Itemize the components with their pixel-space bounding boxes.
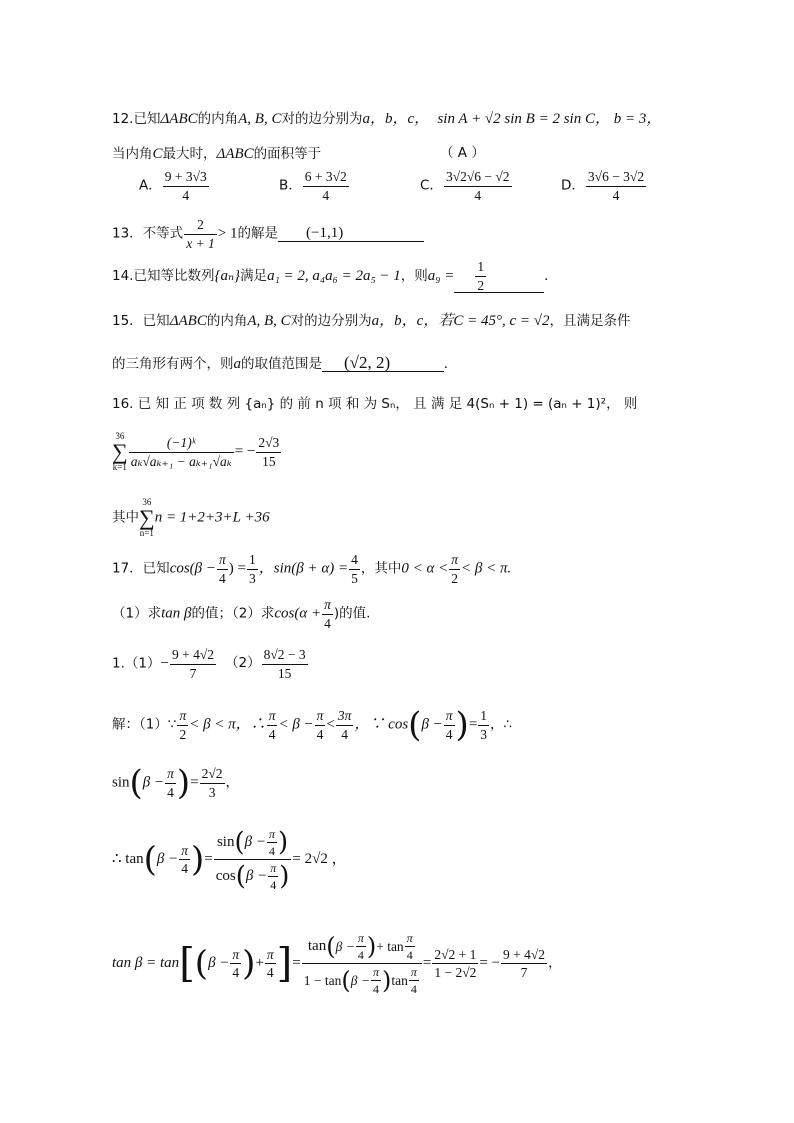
sol-final-tail: ， bbox=[548, 954, 562, 971]
q12-option-b-den: 4 bbox=[322, 187, 330, 203]
q12-option-b bbox=[279, 170, 350, 202]
sol-rbr: ] bbox=[276, 940, 293, 987]
q12-line2-text: 当内角 bbox=[112, 146, 153, 162]
sol-pi4c bbox=[444, 709, 455, 741]
q17-part1b: 的值；（2）求 bbox=[191, 605, 275, 622]
sol-tan-num-sin: sin bbox=[216, 834, 235, 850]
q16-note bbox=[112, 498, 270, 538]
q12-option-b-label: B． bbox=[279, 177, 302, 194]
sol-pi2 bbox=[177, 709, 188, 741]
sol-pi4j bbox=[356, 932, 366, 961]
q12-option-c-frac bbox=[444, 170, 512, 202]
sol-big-den-a: 1 − tan bbox=[303, 972, 342, 988]
sol-rparen1: ) bbox=[455, 705, 469, 745]
sol-rp-c: ) bbox=[242, 943, 256, 984]
sol-pi2-n: π bbox=[177, 709, 188, 726]
q15-mid2: 对的边分别为 bbox=[290, 313, 372, 329]
sol-tan-prefix: ∴ tan bbox=[112, 851, 144, 867]
sol-lbr: [ bbox=[179, 940, 195, 987]
sol-lp-b: ( bbox=[235, 861, 246, 892]
q15-cond: C = 45°, c = √2 bbox=[453, 313, 550, 329]
q16-rden: 15 bbox=[262, 453, 276, 469]
sol-pi4h bbox=[230, 948, 241, 980]
q12-triangle: ΔABC bbox=[160, 111, 198, 127]
sol-lparen1: ( bbox=[408, 705, 422, 745]
q12-line2-text3: 的面积等于 bbox=[253, 146, 322, 162]
sol-pi4d-n: π bbox=[165, 767, 176, 784]
q14-line bbox=[112, 260, 548, 293]
q15-line2 bbox=[112, 354, 448, 372]
sol-val-num: 2√2 + 1 bbox=[432, 948, 478, 965]
answer2-den: 15 bbox=[277, 665, 292, 681]
q12-condition: sin A + √2 sin B = 2 sin C， b = 3， bbox=[437, 111, 662, 127]
sol-pi4m-d: 4 bbox=[410, 982, 417, 996]
q14-mid: 满足 bbox=[240, 267, 268, 284]
sol-lparen2: ( bbox=[129, 763, 143, 803]
sol-pi4b-n: π bbox=[315, 709, 326, 726]
q15-prefix: 15．已知 bbox=[112, 313, 170, 329]
q16-note-bot: n=1 bbox=[139, 528, 154, 538]
solution-line2 bbox=[112, 763, 240, 803]
sol-sinval-n: 2√2 bbox=[200, 767, 225, 784]
q17-v1d: 3 bbox=[249, 570, 256, 586]
sol-rp-d: ) bbox=[366, 932, 377, 961]
sol-3pi4-d: 4 bbox=[341, 726, 349, 742]
q15-sides: a，b，c，若 bbox=[371, 313, 454, 329]
sol-big-num bbox=[302, 932, 422, 964]
sol-pi4k bbox=[405, 932, 415, 961]
sol-pi2-d: 2 bbox=[179, 726, 187, 742]
q14-cond: a₁ = 2, a₄a₆ = 2a₅ − 1 bbox=[267, 268, 401, 284]
q12-option-d-label: D． bbox=[561, 177, 585, 194]
sol-rparen2: ) bbox=[176, 763, 191, 803]
q17-pi-c: π bbox=[322, 598, 333, 615]
sol-eq3: = bbox=[204, 851, 213, 867]
q17-mid: ，其中 bbox=[360, 560, 402, 577]
sol-final-eq: = − bbox=[479, 955, 501, 971]
sol-pi4a-n: π bbox=[267, 709, 278, 726]
q12-option-d-den: 4 bbox=[612, 187, 620, 203]
q13-frac bbox=[184, 218, 217, 250]
q12-option-a-label: A． bbox=[139, 177, 162, 194]
sol-pi4c-d: 4 bbox=[445, 726, 453, 742]
q12-option-b-frac bbox=[303, 170, 349, 202]
answer1-frac bbox=[170, 648, 216, 680]
q12-option-c-num: 3√2√6 − √2 bbox=[444, 170, 512, 187]
q15-answer: (√2, 2) bbox=[322, 354, 444, 372]
q17-cos1: cos(β − bbox=[169, 560, 217, 577]
sol-s1: < β < π，∴ bbox=[189, 716, 266, 733]
answer1-den: 7 bbox=[189, 665, 197, 681]
q17-v2d: 5 bbox=[351, 570, 358, 586]
sol-pi4f-d: 4 bbox=[268, 844, 275, 858]
sol-pi4d-d: 4 bbox=[167, 784, 174, 800]
sol-sin: sin bbox=[112, 774, 130, 791]
sol-tan-num bbox=[214, 828, 292, 860]
sol-jie: 解：（1）∵ bbox=[112, 716, 177, 733]
sol-pi4h-n: π bbox=[230, 948, 241, 965]
answer2-frac bbox=[262, 648, 308, 680]
q16-rnum: 2√3 bbox=[256, 436, 281, 453]
q16-note-prefix: 其中 bbox=[112, 509, 139, 526]
sol-tan-frac bbox=[214, 828, 292, 891]
q17-cosa: cos(α + bbox=[274, 605, 322, 622]
sol-eq5: = bbox=[422, 955, 432, 971]
q14-mid2: ，则 bbox=[400, 267, 428, 284]
sol-val-den: 1 − 2√2 bbox=[434, 965, 477, 980]
q15-line2-prefix: 的三角形有两个，则 bbox=[112, 356, 234, 372]
sol-sinval-d: 3 bbox=[208, 784, 216, 800]
q14-num: 1 bbox=[475, 260, 486, 277]
q17-v2n: 4 bbox=[349, 553, 360, 570]
answer2-num: 8√2 − 3 bbox=[262, 648, 308, 665]
sol-pi4j-n: π bbox=[357, 931, 364, 945]
q12-prefix: 12.已知 bbox=[112, 111, 161, 127]
sol-bm4: β − bbox=[244, 834, 266, 850]
q17-v1n: 1 bbox=[247, 553, 258, 570]
sol-pi4e-d: 4 bbox=[181, 861, 188, 876]
q16-sum-sigma: ∑ bbox=[112, 439, 128, 464]
q12-option-c-label: C． bbox=[420, 177, 443, 194]
sol-pi4l-n: π bbox=[372, 965, 379, 979]
sol-3pi: 3π bbox=[336, 709, 354, 726]
q12-sides: a，b，c， bbox=[362, 111, 430, 127]
q12-option-d-num: 3√6 − 3√2 bbox=[586, 170, 646, 187]
sol-lparen3: ( bbox=[143, 839, 157, 880]
sol-big-plus: + tan bbox=[376, 938, 404, 954]
sol-pi4a-d: 4 bbox=[268, 726, 276, 742]
q12-option-a-den: 4 bbox=[182, 187, 190, 203]
q13-num: 2 bbox=[184, 218, 217, 235]
sol-rp-a: ) bbox=[278, 827, 289, 858]
q17-two: 2 bbox=[451, 570, 458, 586]
answer1-num: 9 + 4√2 bbox=[170, 648, 216, 665]
sol-pi4f-n: π bbox=[268, 827, 275, 841]
sol-bm3: β − bbox=[156, 851, 179, 867]
q12-option-a-frac bbox=[163, 170, 209, 202]
sol-big-den-tan: tan bbox=[391, 972, 408, 988]
sol-pi4m bbox=[409, 966, 419, 995]
q12-mid2: 对的边分别为 bbox=[281, 111, 363, 127]
sol-lp-e: ( bbox=[341, 966, 351, 995]
sol-pi4g bbox=[268, 862, 278, 891]
sol-big-den bbox=[302, 964, 422, 995]
q17-range2: < β < π. bbox=[461, 560, 512, 577]
sol-s3: < bbox=[326, 716, 335, 733]
sol-bm2: β − bbox=[142, 774, 165, 791]
q12-option-c-den: 4 bbox=[474, 187, 482, 203]
q17-pi4-b bbox=[322, 598, 333, 630]
sol-bm6: β − bbox=[208, 955, 230, 971]
q15-mid: 的内角 bbox=[206, 313, 248, 329]
sol-3pi4 bbox=[336, 709, 354, 741]
solution-line1 bbox=[112, 705, 513, 745]
sol-pi4e bbox=[179, 844, 190, 876]
q12-line2-text2: 最大时， bbox=[162, 146, 217, 162]
sol-pi4l-d: 4 bbox=[372, 982, 379, 996]
q17-tanb: tan β bbox=[161, 605, 192, 622]
q15-line2-a: a bbox=[233, 356, 241, 372]
sol-pi4f bbox=[267, 828, 277, 857]
q12-angles: A, B, C bbox=[238, 111, 282, 127]
q16-sum bbox=[112, 432, 128, 472]
q15-line1 bbox=[112, 314, 630, 329]
sol-pi4g-d: 4 bbox=[270, 878, 277, 892]
q17-line2 bbox=[112, 598, 370, 630]
sol-lp-c: ( bbox=[194, 943, 209, 984]
q15-tail: ，且满足条件 bbox=[549, 313, 631, 329]
sol-tan-val: = 2√2 ， bbox=[292, 851, 347, 867]
sol-bm5: β − bbox=[245, 868, 268, 884]
sol-big-num-tan: tan bbox=[307, 938, 327, 954]
sol-13-d: 3 bbox=[480, 726, 488, 742]
sol-res-num: 9 + 4√2 bbox=[501, 948, 547, 965]
q16-note-top: 36 bbox=[142, 497, 152, 507]
sol-lp-a: ( bbox=[234, 827, 245, 858]
q16-note-sum bbox=[139, 498, 155, 538]
q17-range1: 0 < α < bbox=[401, 560, 449, 577]
sol-val-frac bbox=[432, 948, 478, 980]
sol-big-frac bbox=[302, 932, 422, 995]
q17-v2 bbox=[349, 553, 360, 585]
q17-line1 bbox=[112, 553, 511, 585]
sol-pi4i-d: 4 bbox=[266, 965, 274, 980]
q12-option-d bbox=[561, 170, 647, 202]
q16-line1 bbox=[112, 398, 637, 412]
q17-part2b: )的值. bbox=[333, 605, 371, 622]
q12-line2-C: C bbox=[152, 146, 163, 162]
q17-pi-b: π bbox=[449, 553, 460, 570]
q13-prefix: 13．不等式 bbox=[112, 225, 184, 242]
q17-sin1: ，sin(β + α) = bbox=[258, 560, 349, 577]
sol-eq2: = bbox=[190, 774, 199, 791]
q14-answer-frac bbox=[475, 260, 486, 292]
q17-pi2 bbox=[449, 553, 460, 585]
q12-option-c bbox=[420, 170, 513, 202]
sol-bm8: β − bbox=[350, 972, 370, 988]
q15-triangle: ΔABC bbox=[169, 313, 207, 329]
sol-res-den: 7 bbox=[520, 965, 528, 980]
q12-option-a bbox=[139, 170, 210, 202]
q17-four-b: 4 bbox=[324, 615, 331, 631]
q16-note-sigma: ∑ bbox=[139, 505, 155, 530]
q14-answer-blank bbox=[454, 260, 544, 293]
sol-rparen3: ) bbox=[191, 839, 205, 880]
q17-pi-a: π bbox=[217, 553, 228, 570]
sol-pi4i bbox=[265, 948, 276, 980]
q13-den: x + 1 bbox=[186, 235, 215, 251]
q12-option-d-frac bbox=[586, 170, 646, 202]
sol-pi4b-d: 4 bbox=[316, 726, 324, 742]
q16-rfrac bbox=[256, 436, 281, 468]
q16-sum-bot: k=1 bbox=[112, 462, 127, 472]
sol-pi4g-n: π bbox=[270, 861, 277, 875]
solution-line3 bbox=[112, 828, 347, 891]
sol-s4: ，∵ cos bbox=[354, 716, 409, 733]
q17-v1 bbox=[247, 553, 258, 585]
sol-13 bbox=[478, 709, 489, 741]
sol-bm7: β − bbox=[335, 938, 355, 954]
sol-pi4k-d: 4 bbox=[406, 948, 413, 962]
q16-den: aₖ√aₖ₊₁ − aₖ₊₁√aₖ bbox=[130, 453, 232, 469]
answer-sign: − bbox=[160, 655, 169, 672]
sol-pi4a bbox=[267, 709, 278, 741]
q14-tail: . bbox=[544, 268, 549, 284]
sol-bm1: β − bbox=[421, 716, 443, 733]
sol-res-frac bbox=[501, 948, 547, 980]
sol-sinval bbox=[200, 767, 225, 799]
sol-s5: = bbox=[468, 716, 478, 733]
sol-s2: < β − bbox=[278, 716, 314, 733]
sol-tan-den bbox=[214, 860, 292, 891]
q16-note-expr: n = 1+2+3+L +36 bbox=[154, 509, 270, 526]
q13-ineq: > 1 bbox=[217, 225, 238, 242]
sol-pi4j-d: 4 bbox=[357, 948, 364, 962]
sol-sinval-tail: ， bbox=[225, 774, 240, 791]
q16-num: (−1)ᵏ bbox=[129, 436, 234, 453]
q17-pi4-a bbox=[217, 553, 228, 585]
sol-final-prefix: tan β = tan bbox=[112, 955, 180, 971]
sol-pi4k-n: π bbox=[406, 931, 413, 945]
q17-eq1: ) = bbox=[228, 560, 247, 577]
q15-angles: A, B, C bbox=[247, 313, 291, 329]
q14-seq: {aₙ} bbox=[214, 268, 241, 284]
q13-line bbox=[112, 218, 424, 250]
q12-line2-triangle: ΔABC bbox=[216, 146, 254, 162]
sol-s6: ，∴ bbox=[490, 716, 513, 733]
answer-label: 1.（1） bbox=[112, 655, 161, 672]
solution-line4 bbox=[112, 932, 562, 995]
q12-answer: （ A ） bbox=[440, 145, 485, 161]
q15-tail2: . bbox=[444, 356, 448, 372]
q16-eq: = − bbox=[234, 443, 256, 460]
sol-tan-den-cos: cos bbox=[215, 868, 236, 884]
sol-pi4c-n: π bbox=[444, 709, 455, 726]
sol-rp-e: ) bbox=[381, 966, 392, 995]
answer-label2: （2） bbox=[224, 655, 261, 672]
sol-plus1: + bbox=[255, 955, 264, 971]
sol-eq4: = bbox=[292, 955, 301, 971]
sol-pi4e-n: π bbox=[179, 844, 190, 861]
q15-line2-mid: 的取值范围是 bbox=[241, 356, 322, 372]
sol-pi4b bbox=[315, 709, 326, 741]
q14-den: 2 bbox=[477, 277, 485, 293]
sol-pi4i-n: π bbox=[265, 948, 276, 965]
q14-prefix: 14.已知等比数列 bbox=[112, 267, 215, 284]
q12-option-a-num: 9 + 3√3 bbox=[163, 170, 209, 187]
q16-text: 16. 已 知 正 项 数 列 {aₙ} 的 前 n 项 和 为 Sₙ， 且 满 足 4(Sₙ + 1) = (aₙ + 1)²， 则 bbox=[112, 396, 638, 412]
sol-pi4m-n: π bbox=[410, 965, 417, 979]
q16-frac bbox=[129, 436, 234, 468]
q12-option-b-num: 6 + 3√2 bbox=[303, 170, 349, 187]
sol-pi4l bbox=[371, 966, 381, 995]
q12-line2 bbox=[112, 147, 321, 162]
q12-line1 bbox=[112, 112, 661, 127]
q13-mid: 的解是 bbox=[237, 225, 279, 242]
answer-line bbox=[112, 648, 309, 680]
q13-answer: (−1,1) bbox=[278, 226, 424, 242]
q17-prefix: 17．已知 bbox=[112, 560, 170, 577]
q16-line2 bbox=[112, 432, 282, 472]
sol-13-n: 1 bbox=[478, 709, 489, 726]
sol-lp-d: ( bbox=[326, 932, 336, 961]
q14-lhs: a₉ = bbox=[427, 268, 455, 284]
sol-pi4d bbox=[165, 767, 176, 799]
q17-part1: （1）求 bbox=[112, 605, 162, 622]
q17-four-a: 4 bbox=[219, 570, 226, 586]
sol-pi4h-d: 4 bbox=[232, 965, 240, 980]
sol-rp-b: ) bbox=[279, 861, 290, 892]
q12-mid: 的内角 bbox=[197, 111, 239, 127]
q16-sum-top: 36 bbox=[115, 431, 125, 441]
